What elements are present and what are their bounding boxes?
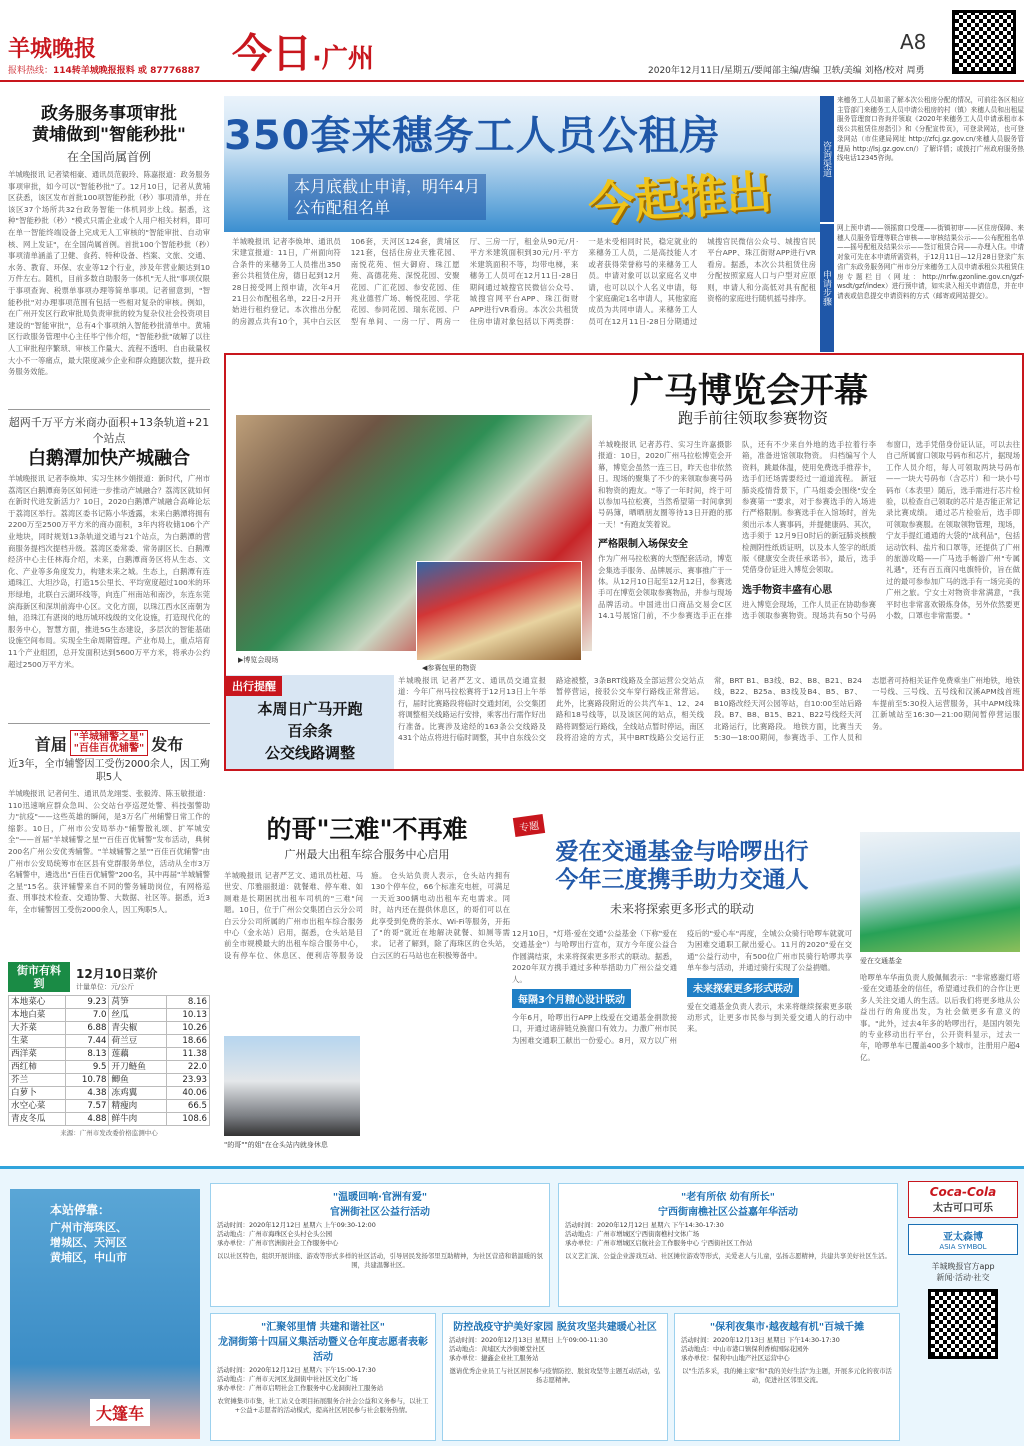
taxi-body: 羊城晚报讯 记者严艺文、通讯员杜超、马世安、邝雅丽报道：就餐难、停车难、如厕难是长期困扰出租车司机的"三难"问题。10日，位于广州公交集团白云分公司白云分公司所属的广州市出租车综合服务中心（金永站）启用，据悉，仓头站是目前全市规模最大的出租车综合服务中心，设有停车位、休息区、便利店等服务设施。 仓头站负责人表示，仓头站内拥有130个停车位，66个标准充电桩，可满足一天近300辆电动出租车充电需求。同时，站内还在提供休息区，的哥们可以在此享受到免费的茶水、Wi-Fi等服务，开拓了"的哥"就近在地解决就餐、如厕等需求。 记者了解到，除了海珠区的仓头站，白云区的石马站也在积极筹备中。: [224, 871, 510, 960]
issue-line: 2020年12月11日/星期五/要闻部主编/唐编 卫轶/美编 刘格/校对 周勇: [648, 66, 925, 76]
story-title: [8, 730, 210, 756]
page-header: [0, 0, 1024, 94]
price-item: 西洋菜: [9, 1048, 66, 1061]
price-row: [9, 1048, 210, 1061]
fund-story: [512, 810, 1024, 1162]
price-value: 22.0: [166, 1061, 209, 1074]
story-body: 羊城晚报讯 记者梁相豪、通讯员范毅玲、陈嘉报道：政务服务事项审批，如今可以"智能秒批"了。12月10日，记者从黄埔区获悉，该区发布首批100项智能秒批（秒）事项清单，并在该区37个场所共32台政务智能一体机同步上线。据悉，这种"智能秒批（秒）"模式只需企业或个人用户相关材料，即可在单一智能终端设备上完成无人工审核的"智能审批、自动审核、网上发证"，在全国尚属首例。首批100个智能秒批（秒）事项清单涵盖了卫健、食药、特种设备、档案、文旅、交通、水务、教育、环保、农业等12个行业，涉及年营业额达到10万件左右。随机，目前多数自助服务一体机"无人批"事项仅限于事项查询、税票单事项办理等简单事项。记者留意到，"智能秒批"对办理事项范围有包括一些相对复杂的审核。例如，在广州开发区行政审批局负责审批的较为复杂仪社会投资项目建设的"智能审批"，总有4个事项纳入智能秒批清单中。黄埔区行政服务管理中心主任毕宁伟介绍，"智能秒批"破解了以往人工审批程序繁琐、审核工作量大、流程不透明、自由裁量权大小不一等痛点，最大限度减少企业和群众跑腿次数，提升政务服务效能。: [8, 170, 210, 377]
event-subtitle: 龙洞街第十四届义集活动暨义仓年度志愿者表彰活动: [218, 1337, 428, 1363]
price-item: 荷兰豆: [109, 1035, 166, 1048]
story-auxiliary-police: [0, 730, 218, 956]
title-highlight: "羊城辅警之星" "百佳百优辅警": [70, 730, 148, 756]
event-card: [210, 1313, 436, 1441]
expo-body: 进入博览会现场，工作人员正在协助参赛选手领取参赛物资。现场共有50个号码布窗口，选手凭借身份证认证，可以去往自己所属窗口领取号码布和芯片，据现场工作人员介绍，每人可领取两块号码布——一块大号码布（含芯片）和一块小号码布（本表里）随后，选手需进行芯片检验，以检查自己领取的芯片是否能正常记录比赛成绩。 通过芯片检验后，选手即可领取参赛服。在领取领物管理，现场，宁友手提红通通的大袋的"战利品"，包括运动饮料、盐片和口罩等，还提供了广州的旅游攻略——广马选手畅游广州"专属礼遇"，还有百五商闪电旗特价，旨在做过的最可参参加广马的选手有一场完美的广州之旅。宁女士对物资非常满意，"我平时也非常喜欢锻炼身体，另外依然要更小数，口罩也非常需要。": [742, 440, 1020, 621]
event-organizer: 承办单位：捷鑫企业社工服务站: [449, 1354, 539, 1362]
event-place: 活动地点：广州市海珠区仑头村仑头公园: [217, 1230, 333, 1238]
event-organizer: 承办单位：广州市启明社会工作服务中心龙洞街社工服务站: [217, 1384, 384, 1392]
price-row: [9, 1022, 210, 1035]
event-body: 以义艺汇演、公益企业游戏互动、社区摊位游戏等形式，关爱老人与儿童，弘扬志愿精神，共建共享美好社区生活。: [565, 1252, 891, 1260]
price-value: 7.57: [66, 1100, 109, 1113]
event-place: 活动地点：中山市港口镇保利香槟国际花园外: [681, 1345, 809, 1353]
photo-caption: 爱在交通基金: [860, 957, 902, 965]
price-row: [9, 1100, 210, 1113]
title-part: 发布: [151, 734, 184, 754]
side-block-steps: [820, 224, 1024, 352]
travel-notice: [226, 675, 394, 769]
event-card: [674, 1313, 900, 1441]
event-organizer: 承办单位：保利中山地产社区运营中心: [681, 1354, 790, 1362]
story-body: 羊城晚报讯 记者何生、通讯员龙翊雯、张毅涛、陈玉敏报道：110迅速响应群众急叫、公交站台亭巡逻处警、科技强警助力"抗疫"——这些英雄的瞬间，是3万名广州辅警日常工作的缩影。10日，广州市公安局举办"辅警散礼颂、扩军城安全"——首届"羊城辅警之星""百佳百优辅警"发布活动，典树200名广州公安优秀辅警。"羊城辅警之星""百佳百优辅警"由广州市公安局统筹市在区县有党群服务单位，活动从全市3万名辅警中，遴选出"百佳百优辅警"200名，其中再届"羊城辅警之星"15名。获评辅警来自不同的警务辅助岗位，有网格巡查、刑事技术检查、交通协警、大数据、社区等。据悉，近3年，全市辅警因工受伤2000余人，因工殉职5人。: [8, 789, 210, 914]
sponsor-coca-cola: [908, 1181, 1018, 1218]
bus-stops: 广州市海珠区、 增城区、天河区 黄埔区，中山市: [50, 1221, 127, 1264]
qr-code-icon: [928, 1289, 998, 1359]
events-grid: [210, 1183, 900, 1443]
qr-code-icon: [952, 10, 1016, 74]
price-item: 精瘦肉: [109, 1100, 166, 1113]
expo-body: 羊城晚报讯 记者苏荇、实习生许嘉摄影报道：10日，2020广州马拉松博览会开幕，博览会虽然一连三日，昨天也非依然日。现场的聚集了不少的来领取参赛号码和物资的跑友。"等了一年时间，终于可以参加马拉松赛，当然希望第一时间拿到号码簿，晒晒朋友圈等待13日开跑的那一天！"有跑友笑着说。: [598, 440, 732, 529]
event-body: 以"生活多采，我的摊主家"和"我的美好生活"为主题，开展多元化的夜市活动，促进社区邻里交流。: [682, 1367, 892, 1384]
price-row: [9, 1074, 210, 1087]
main-body: 羊城晚报讯 记者李焕坤、通讯员宋建宣报道：11日，广州面向符合条件的来穗务工人员推出350套公共租赁住房，德日起到12月28日接受网上预申请，次年4月21日公布配租名单，22日-2月开始进行租约登记。本次推出分配的房源点共有10个，其中白云区106套，天河区124套，黄埔区121套，包括住房业天雅花园、南悦花苑、恒大御府、珠江愿苑、高德花苑、深悦花园、安聚花园、广汇花园、参安花园、佳兆业德哲广场、畅悦花园、学花花园、参同花园、瑞东花园、户型有单间、一房一厅、两房一厅、三房一厅，租金从90元/月·平方米建筑面积到30元/月·平方米建筑面积不等，均带电梯，来穗务工人员可在12月11日-28日期间通过城搜官民微信公众号、城搜官网平台APP、珠江街财APP进行VR看房。本次公共租赁住房申请对象包括以下两类群：一是未受相同时民，稳定就业的来穗务工人员，二是高技能人才或者获得荣誉称号的来穗务工人员。申请对象可以以家庭名义申请，也可以以个人名义申请，每个家庭确定1名申请人，其他家庭成员为共同申请人。来穗务工人员可在12月11日-28日分期通过城搜官民微信公众号、城搜官民平台APP、珠江街财APP进行VR看房。据悉，本次公共租赁住房分配按照家庭人口与户型对应原则，申请人和分高低对具有配租资格的家庭进行随机摇号排序。: [232, 237, 816, 326]
expo-subtitle: 跑手前往领取参赛物资: [678, 409, 829, 427]
fund-subtitle: 未来将探索更多形式的联动: [609, 902, 754, 916]
price-header: [8, 962, 210, 992]
main-title: 350套来穗务工人员公租房: [224, 113, 721, 159]
taxi-story: [224, 810, 510, 1162]
sponsor-name: 亚太森博: [943, 1232, 983, 1243]
price-item: 芥兰: [9, 1074, 66, 1087]
event-body: 邀请优秀企业员工与社区居民参与疫情防控、脱贫攻坚等主题互动活动，弘扬志愿精神。: [449, 1367, 661, 1384]
main-story: [224, 96, 1024, 352]
price-banner: 街市有料到: [8, 962, 70, 992]
page-number: A8: [900, 30, 927, 54]
price-item: 鲜牛肉: [109, 1113, 166, 1126]
event-card: [442, 1313, 668, 1441]
section-city: ·广州: [312, 44, 374, 74]
side-tag: 申请步骤: [820, 224, 834, 352]
fund-title: 爱在交通基金与哈啰出行 今年三度携手助力交通人: [555, 838, 809, 893]
left-column: [0, 94, 218, 1156]
fund-body: 爱在交通基金负责人表示，未来将继续探索更多联动形式，让更多市民参与到关爱交通人的行动中来。: [687, 1001, 852, 1034]
vegetable-prices: [0, 956, 218, 1137]
travel-tag: 出行提醒: [226, 676, 282, 696]
price-item: 大芥菜: [9, 1022, 66, 1035]
fund-text: [512, 928, 852, 1160]
price-unit: 计量单位：元/公斤: [76, 983, 135, 991]
event-time: 活动时间：2020年12月12日 星期六 上午09:30-12:00: [217, 1221, 376, 1229]
bus-stop-banner: [10, 1189, 200, 1439]
expo-title: 广马博览会开幕: [630, 371, 868, 411]
expo-story: [224, 353, 1024, 771]
price-value: 4.38: [66, 1087, 109, 1100]
price-item: 鲫鱼: [109, 1074, 166, 1087]
side-text: 来穗务工人员如需了解本次公租房分配的情况，可前往各区相应主管部门来穗务工人员申请公租房的村（镇）来穗人员和出租屋服务管理窗口咨询并领取《2020年来穗务工人员申请承租市本级公共租赁住房指引》和《分配宣传页》，可登录网站，也可登录网站（市住建局网址 http://zfcj.gz.gov.cn/来穗人员服务管理局 http://lsj.gz.gov.cn/）了解详情；或拨打广州政府服务热线电话12345咨询。: [837, 96, 1024, 163]
expo-inset-photo: [416, 561, 582, 661]
event-time: 活动时间：2020年12月12日 星期六 下午15:00-17:30: [217, 1366, 376, 1374]
fund-body: 今年6月，哈啰出行APP上线爱在交通基金捐款接口，开通过诸辞链兑换窗口有效力。力激广州市民为困难交通职工献出一份爱心。8月，双方以广州疫后的"爱心车"再度，全城公众骑行哈啰车就就可为困难交通职工献出爱心。11月的2020"爱在交通"公益行动中，有500位广州市民骑行哈啰共享单车参与活动，并通过骑行实现了公益捐赠。: [512, 929, 852, 1045]
event-title: "保利夜集市·越夜越有机"百城千摊: [709, 1322, 865, 1333]
coca-cola-icon: Coca-Cola: [929, 1185, 997, 1199]
taxi-photo: [224, 1036, 360, 1136]
price-row: [9, 1113, 210, 1126]
price-value: 6.88: [66, 1022, 109, 1035]
event-place: 活动地点：广州市增城区宁西街南樵村文体广场: [565, 1230, 700, 1238]
event-body: 农贸摊集市市集，社工站义仓项目拓展服务合社会公益和义务参与，以社工+公益+志愿者的活动模式，提高社区居民参与社会服务热情。: [217, 1397, 429, 1414]
event-time: 活动时间：2020年12月13日 星期日 下午14:30-17:30: [681, 1336, 840, 1344]
event-time: 活动时间：2020年12月12日 星期六 下午14:30-17:30: [565, 1221, 724, 1229]
fund-body: 哈啰单车华南负责人殷佩佩表示："非常感谢灯塔·爱在交通基金的信任，希望通过我们的合作让更多人关注交通人的生活。以后我们将更多地从公益出行的角度出发，为社会做更多有意义的事。"此外，过去4年多的哈啰出行，是国内领先的专业移动出行平台，公开资料显示，过去一年，哈啰单车已覆盖400多个城市，注册用户超4亿。: [860, 973, 1020, 1062]
photo-caption: ◀参赛包里的物资: [422, 664, 477, 672]
price-item: 冻鸡翼: [109, 1087, 166, 1100]
side-block-consult: [820, 96, 1024, 222]
price-item: 莲藕: [109, 1048, 166, 1061]
event-subtitle: 官洲街社区公益行活动: [330, 1207, 430, 1218]
event-organizer: 承办单位：广州市增城区启航社会工作服务中心 宁西街社区工作站: [565, 1239, 753, 1247]
price-date: 12月10日菜价: [76, 967, 158, 981]
price-value: 10.78: [66, 1074, 109, 1087]
price-row: [9, 1009, 210, 1022]
price-value: 8.13: [66, 1048, 109, 1061]
price-item: 青皮冬瓜: [9, 1113, 66, 1126]
story-title: 政务服务事项审批 黄埔做到"智能秒批": [32, 104, 186, 145]
story-subtitle: 在全国尚属首例: [66, 150, 151, 164]
event-title: 防控战疫守护美好家园 脱贫攻坚共建暖心社区: [453, 1322, 657, 1333]
hotline-label: 报料热线：: [8, 66, 54, 76]
price-item: 丝瓜: [109, 1009, 166, 1022]
price-row: [9, 1035, 210, 1048]
event-subtitle: 宁西街南樵社区公益嘉年华活动: [658, 1207, 798, 1218]
story-baietan: [0, 414, 218, 717]
event-title: "温暖回响·官洲有爱": [332, 1192, 428, 1203]
price-table: [8, 995, 210, 1126]
event-card: [210, 1183, 550, 1307]
price-value: 11.38: [166, 1048, 209, 1061]
fund-photo: [860, 832, 1020, 952]
expo-heading: 选手物资丰盛有心思: [742, 584, 832, 596]
sponsors: [908, 1181, 1018, 1359]
story-title: 白鹅潭加快产城融合: [28, 448, 190, 469]
fund-band: 未来探索更多形式联动: [687, 978, 799, 997]
price-value: 66.5: [166, 1100, 209, 1113]
main-subtitle: 本月底截止申请，明年4月 公布配租名单: [288, 174, 486, 220]
taxi-subtitle: 广州最大出租车综合服务中心启用: [284, 848, 450, 861]
side-tag: 咨询渠道: [820, 96, 834, 222]
divider: [8, 723, 210, 724]
sponsor-app: [908, 1224, 1018, 1255]
event-title: "汇聚邻里情 共建和谐社区": [261, 1322, 385, 1333]
travel-body: 羊城晚报讯 记者严艺文、通讯员交通宣报道：今年广州马拉松赛将于12月13日上午举行，届时比赛路段将临时交通封闭，公交集团将调整相关线路运行安排，乘客出行需作好出行准备。比赛涉及途经的163条公交线路及431个站点将进行临时调整，其中自东线公交路途被整，3条BRT线路及全部运营公交站点暂停营运，接驳公交车穿行路线正常营运。 此外，比赛路段附近的公共汽车1、12、24路和18号线等，以及该区间的站点，相关线路将调整运行路线，全线站点暂时停运，南区段将沿途的方式，其中BRT线路公交运行正常，BRT B1、B3线、B2、B8、B21、B24线，B22、B25a、B3线及B4、B5、B7、B10路改经天河公园等站，自10:00至站后路段。B7、B8、B15、B21、B22号线经天河北路运行，比赛路段。 地铁方面，比赛当天5:30—18:00期间，参赛选手、工作人员和志愿者可持相关证件免费乘坐广州地铁，地铁一号线、三号线、五号线和汉溪APM线首班车提前至5:30投入运营服务，其中APM线珠江新城站至16:30—21:00期间暂停营运服务。: [398, 676, 1020, 743]
story-smart-approval: [0, 94, 218, 405]
price-title: [76, 965, 157, 992]
price-value: 4.88: [66, 1113, 109, 1126]
event-organizer: 承办单位：广州市官洲街社会工作服务中心: [217, 1239, 339, 1247]
travel-title: 本周日广马开跑 百余条 公交线路调整: [257, 700, 363, 762]
price-value: 9.23: [66, 996, 109, 1009]
price-item: 水空心菜: [9, 1100, 66, 1113]
price-item: 西红柿: [9, 1061, 66, 1074]
section-title: [232, 22, 374, 79]
bus-label: 本站停靠：: [50, 1203, 111, 1217]
app-note: 羊城晚报官方app 新闻·活动·社交: [931, 1262, 995, 1282]
title-part: 首届: [34, 734, 67, 754]
price-item: 开刀鲢鱼: [109, 1061, 166, 1074]
expo-heading: 严格限制入场保安全: [598, 539, 688, 551]
price-item: 青尖椒: [109, 1022, 166, 1035]
fund-band: 每隔3个月精心设计联动: [512, 989, 631, 1008]
photo-caption: "的哥""的姐"在仓头站内就身休息: [224, 1141, 328, 1149]
event-body: 以以社区特色，组织开展讲座、游戏等形式多样的社区活动，引导居民发扬邻里互助精神，为社区营造和谐温暖的氛围，共建温馨社区。: [217, 1252, 543, 1269]
price-row: [9, 996, 210, 1009]
price-item: 白萝卜: [9, 1087, 66, 1100]
story-kicker: 超两千万平方米商办面积+13条轨道+21个站点: [8, 416, 210, 445]
taxi-title: 的哥"三难"不再难: [266, 815, 468, 844]
expo-body: 作为广州马拉松赛的大型配套活动，博览会集选手服务、品牌展示、赛事推广于一体。从12月10日起至12月12日，参赛选手可在博览会领取参赛物品，并参与现场品牌活动。中国进出口商品交易会C区14.1号展馆门前，不少参赛选手正在排队，还有不少来自外地的选手拉着行李箱，准备进馆领取物资。 归档编写个人资料，跳最体温，使用免费选手推荐卡，选手们还场需要经过一道道流程。 新冠肺炎疫情背景下，广马组委会围绕"安全参赛第一"要求，对于参赛选手的入场进行严格限制。参赛选手在入馆场时，首先须出示本人赛事码，并提健康码、其次，选手须于 12月9日0时后的新冠肺炎核酸检测阴性纸质证明，以及本人签字的纸质版《健康安全责任承诺书》，最后，选手凭借身份证进入博览会领取。: [598, 440, 876, 621]
side-text: 网上预申请——领摇窗口受理——街镇初审——区住房保障、来穗人员服务管理等联合审核——审核结果公示——公布配租名单——摇号配租及结果公示——签订租赁合同——办理入住。申请对象可先在本申请所需资料，于12月11日—12月28日登录广东省广东政务服务网广州市分厅来穗务工人员申请承租公共租赁住房专题栏目（网址：http://nrfw.gzonline.gov.cn/gzf-wsdt/gzf/index）进行预申请，如实录入相关申请信息，并在申请表或信息提交申请资料的方式（邮寄或网站提交）。: [837, 224, 1024, 300]
hotline: [8, 63, 200, 76]
event-card: [558, 1183, 898, 1307]
price-item: 莴笋: [109, 996, 166, 1009]
event-place: 活动地点：黄埔区大沙街姬堂社区: [449, 1345, 545, 1353]
hotline-number: 114转羊城晚报报料 或 87776887: [53, 66, 201, 76]
bus-brand: 大篷车: [90, 1399, 150, 1426]
price-value: 108.6: [166, 1113, 209, 1126]
event-place: 活动地点：广州市天河区龙洞街中社社区文化广场: [217, 1375, 358, 1383]
event-title: "老有所依 幼有所长": [681, 1192, 775, 1203]
sponsor-en: ASIA SYMBOL: [939, 1243, 987, 1251]
price-source: 来源：广州市发改委价格监测中心: [60, 1129, 158, 1137]
price-row: [9, 1087, 210, 1100]
topic-tag: 专题: [513, 814, 545, 837]
caption-text: 参赛包里的物资: [427, 664, 477, 672]
story-body: 羊城晚报讯 记者李焕坤、实习生林少娟报道：新时代，广州市荔湾区白鹅潭商务区如何进一步推动产城融合？荔湾区就如何在新时代进发新活力？10日，2020白鹅潭产城融合高峰论坛于荔湾区举行。荔湾区委书记陈小华透露，未来白鹅潭将拥有2200万至2500万平方米的商办面积，3年内将收储106个产业地块，同时规划13条轨道交通与21个站点，为白鹅潭的营商服务提档次提档升级。荔湾区委常委、常务副区长、白鹅潭经济中心主任林海介绍，未来，白鹅潭商务区将从生态、文化、产业等多角度发力，构建未来之城。生态上，白鹅潭有连通珠江、大坦沙岛，打造15公里长、平均宽度超过100米的环形绿地，北联白云湖环线等，向连广州南站和南沙，东连东莞滨海新区和深圳前海中心区。文化方面，以珠江西水区南朝为轴，沿珠江有湛岗的地历城环线级的文化设施，打造现代化的服务中心，智慧方面，推进5G生态建设，多层次的智能基础设施空间布局。实现全生命周期管理。产业布局上，重点培育11个产业组团，总开发面积达到5600万平方米，将承办公约超过2500万平方米。: [8, 474, 210, 669]
price-item: 生菜: [9, 1035, 66, 1048]
main-side-info: [820, 96, 1024, 352]
price-value: 40.06: [166, 1087, 209, 1100]
header-rule: [0, 80, 1024, 82]
caption-text: 博览会现场: [243, 656, 279, 664]
photo-caption: ▶博览会现场: [238, 656, 279, 664]
price-value: 7.44: [66, 1035, 109, 1048]
expo-text: [598, 439, 1020, 667]
price-value: 18.66: [166, 1035, 209, 1048]
price-value: 10.13: [166, 1009, 209, 1022]
newspaper-logo: 羊城晚报: [8, 36, 97, 62]
price-row: [9, 1061, 210, 1074]
price-value: 9.5: [66, 1061, 109, 1074]
section-today: 今日: [232, 31, 312, 77]
story-subtitle: 近3年，全市辅警因工受伤2000余人，因工殉职5人: [8, 759, 210, 783]
event-time: 活动时间：2020年12月13日 星期日 上午09:00-11:30: [449, 1336, 608, 1344]
price-item: 本地菜心: [9, 996, 66, 1009]
price-value: 8.16: [166, 996, 209, 1009]
sponsor-name: 太古可口可乐: [933, 1203, 993, 1214]
divider: [8, 409, 210, 410]
price-value: 23.93: [166, 1074, 209, 1087]
community-events-ad: [0, 1166, 1024, 1446]
fund-body: 12月10日，"灯塔·爱在交通"公益基金（下称"爱在交通基金"）与哈啰出行宣布，双方今年度公益合作圆满结束，未来将探索更多形式的联动。据悉，2020年双方携手通过多种举措助力广州公益交通人。: [512, 929, 677, 984]
price-item: 本地白菜: [9, 1009, 66, 1022]
price-value: 10.26: [166, 1022, 209, 1035]
price-value: 7.0: [66, 1009, 109, 1022]
main-launch-callout: 今起推出: [586, 164, 774, 232]
